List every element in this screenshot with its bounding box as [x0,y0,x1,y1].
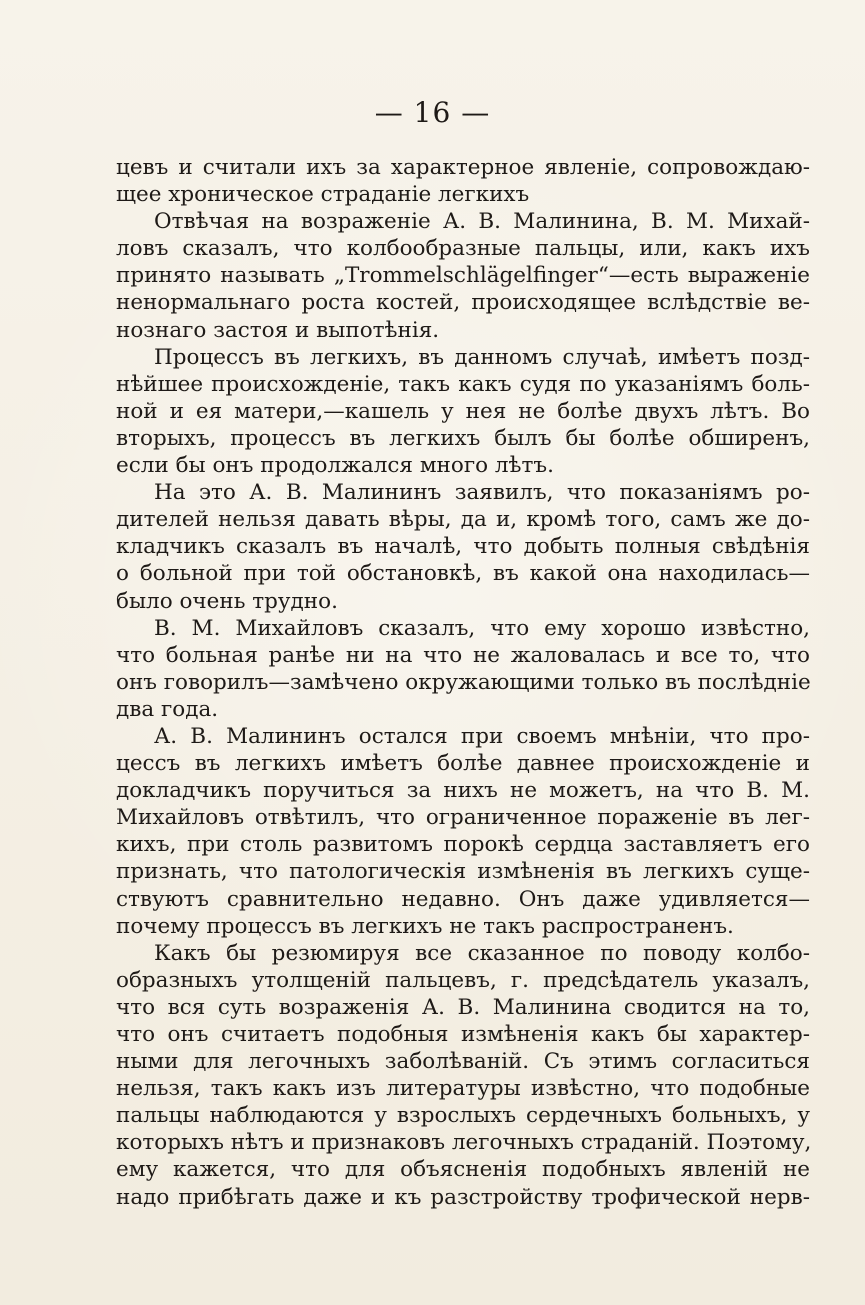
text-line: онъ говорилъ—замѣчено окружающими только въ послѣдніе [116,669,811,695]
text-line: нѣйшее происхожденіе, такъ какъ судя по указаніямъ боль- [116,371,810,397]
text-line: пальцы наблюдаются у взрослыхъ сердечныхъ больныхъ, у [116,1103,810,1129]
text-line: почему процессъ въ легкихъ не такъ распространенъ. [116,913,734,939]
text-line: Михайловъ отвѣтилъ, что ограниченное пораженіе въ лег- [116,805,810,831]
text-line: ными для легочныхъ заболѣваній. Съ этимъ согласиться [116,1049,810,1075]
text-line: докладчикъ поручиться за нихъ не можетъ, на что В. М. [116,778,810,804]
text-line: было очень трудно. [116,588,338,614]
text-line: Процессъ въ легкихъ, въ данномъ случаѣ, имѣетъ позд- [154,344,810,370]
text-line: ловъ сказалъ, что колбообразные пальцы, или, какъ ихъ [116,236,810,262]
text-line: Отвѣчая на возраженіе А. В. Малинина, В. М. Михай- [154,209,810,235]
text-line: принято называть „Trommelsсhlägelfinger“—есть выраженіе [116,263,810,289]
text-line: что больная ранѣе ни на что не жаловалась и все то, что [116,642,810,668]
text-line: кихъ, при столь развитомъ порокѣ сердца заставляетъ его [116,832,810,858]
text-line: ему кажется, что для объясненія подобныхъ явленій не [116,1157,810,1183]
body-text [116,154,810,1211]
text-line: цевъ и считали ихъ за характерное явленіе, сопровождаю- [116,155,810,180]
text-line: ненормальнаго роста костей, происходящее вслѣдствіе ве- [116,290,810,316]
text-line: которыхъ нѣтъ и признаковъ легочныхъ страданій. Поэтому, [116,1130,812,1156]
text-line: Какъ бы резюмируя все сказанное по поводу колбо- [154,940,810,966]
text-line: кладчикъ сказалъ въ началѣ, что добыть полныя свѣдѣнія [116,534,810,560]
text-line: вторыхъ, процессъ въ легкихъ былъ бы болѣе обширенъ, [116,425,810,451]
text-line: А. В. Малининъ остался при своемъ мнѣніи, что про- [154,723,810,749]
text-line: образныхъ утолщеній пальцевъ, г. предсѣдатель указалъ, [116,967,810,993]
text-line: В. М. Михайловъ сказалъ, что ему хорошо извѣстно, [154,615,810,641]
text-line: щее хроническое страданіе легкихъ [116,182,530,208]
text-line: что вся суть возраженія А. В. Малинина сводится на то, [116,994,810,1020]
text-line: ной и ея матери,—кашель у нея не болѣе двухъ лѣтъ. Во [116,398,810,424]
text-line: цессъ въ легкихъ имѣетъ болѣе давнее происхожденіе и [116,751,810,777]
text-line: что онъ считаетъ подобныя измѣненія какъ бы характер- [116,1022,810,1047]
text-line: признать, что патологическія измѣненія въ легкихъ суще- [116,859,810,885]
text-line: нельзя, такъ какъ изъ литературы извѣстно, что подобные [116,1076,810,1102]
text-line: два года. [116,696,219,722]
text-line: надо прибѣгать даже и къ разстройству трофической нерв- [116,1184,810,1210]
text-line: если бы онъ продолжался много лѣтъ. [116,453,554,479]
text-line: нознаго застоя и выпотѣнія. [116,317,440,343]
text-line: о больной при той обстановкѣ, въ какой она находилась— [116,561,810,587]
page-number: — 16 — [374,96,491,129]
text-line: На это А. В. Малининъ заявилъ, что показаніямъ ро- [154,480,810,506]
text-line: дителей нельзя давать вѣры, да и, кромѣ того, самъ же до- [116,507,810,533]
text-line: ствуютъ сравнительно недавно. Онъ даже удивляется— [116,886,810,912]
